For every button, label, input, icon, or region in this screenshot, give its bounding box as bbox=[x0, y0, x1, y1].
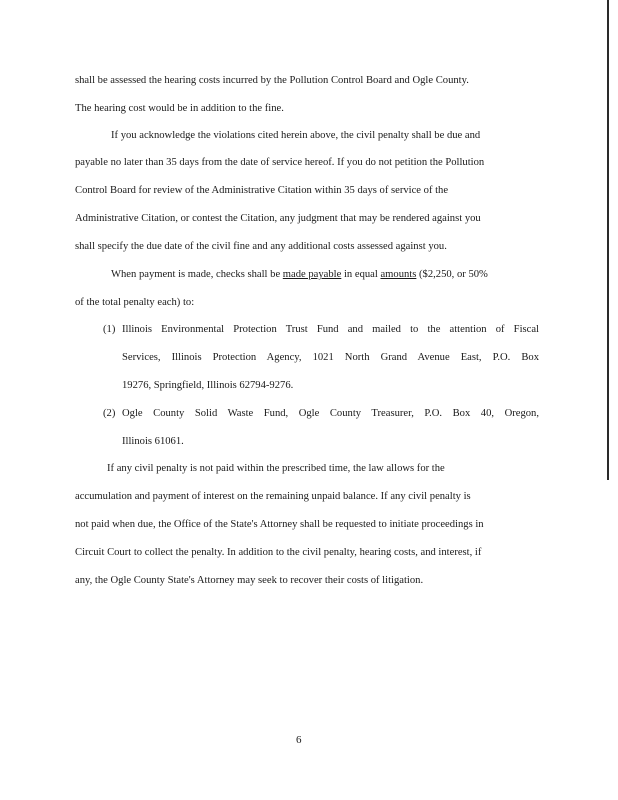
list-item-2-line-1: Ogle County Solid Waste Fund, Ogle County Treasurer, P.O. Box 40, Oregon, bbox=[122, 408, 539, 419]
paragraph-2-line-2: payable no later than 35 days from the date of service hereof. If you do not petition the Pollution bbox=[75, 157, 485, 168]
paragraph-4-line-1: If any civil penalty is not paid within the prescribed time, the law allows for the bbox=[107, 463, 445, 474]
payment-text-start: When payment is made, checks shall be bbox=[111, 269, 283, 280]
paragraph-1-line-1: shall be assessed the hearing costs incurred by the Pollution Control Board and Ogle County. bbox=[75, 75, 469, 86]
paragraph-2-line-5: shall specify the due date of the civil fine and any additional costs assessed against you. bbox=[75, 241, 447, 252]
paragraph-1-line-2: The hearing cost would be in addition to the fine. bbox=[75, 103, 284, 114]
paragraph-2-line-1: If you acknowledge the violations cited herein above, the civil penalty shall be due and bbox=[111, 130, 481, 141]
payment-text-end: ($2,250, or 50% bbox=[416, 269, 488, 280]
payment-text-middle: in equal bbox=[341, 269, 381, 280]
paragraph-2-line-4: Administrative Citation, or contest the Citation, any judgment that may be rendered against you bbox=[75, 213, 481, 224]
payment-underlined-amounts: amounts bbox=[380, 269, 417, 280]
page-number: 6 bbox=[296, 734, 302, 746]
paragraph-3-line-2: of the total penalty each) to: bbox=[75, 297, 195, 308]
page-edge-line bbox=[607, 0, 609, 480]
paragraph-4-line-3: not paid when due, the Office of the State's Attorney shall be requested to initiate proceedings in bbox=[75, 519, 484, 530]
paragraph-4-line-4: Circuit Court to collect the penalty. In addition to the civil penalty, hearing costs, and interest, if bbox=[75, 547, 482, 558]
paragraph-3-line-1 bbox=[111, 269, 488, 281]
list-item-1-line-1: Illinois Environmental Protection Trust Fund and mailed to the attention of Fiscal bbox=[122, 324, 539, 335]
list-item-1-line-2: Services, Illinois Protection Agency, 1021 North Grand Avenue East, P.O. Box bbox=[122, 352, 539, 363]
list-item-2-line-2: Illinois 61061. bbox=[122, 436, 184, 447]
paragraph-4-line-2: accumulation and payment of interest on the remaining unpaid balance. If any civil penalty is bbox=[75, 491, 471, 502]
paragraph-4-line-5: any, the Ogle County State's Attorney may seek to recover their costs of litigation. bbox=[75, 575, 424, 586]
paragraph-2-line-3: Control Board for review of the Administrative Citation within 35 days of service of the bbox=[75, 185, 449, 196]
list-item-1-line-3: 19276, Springfield, Illinois 62794-9276. bbox=[122, 380, 294, 391]
payment-underlined-made-payable: made payable bbox=[282, 269, 342, 280]
list-item-2-number: (2) bbox=[103, 408, 116, 419]
list-item-1-number: (1) bbox=[103, 324, 116, 335]
